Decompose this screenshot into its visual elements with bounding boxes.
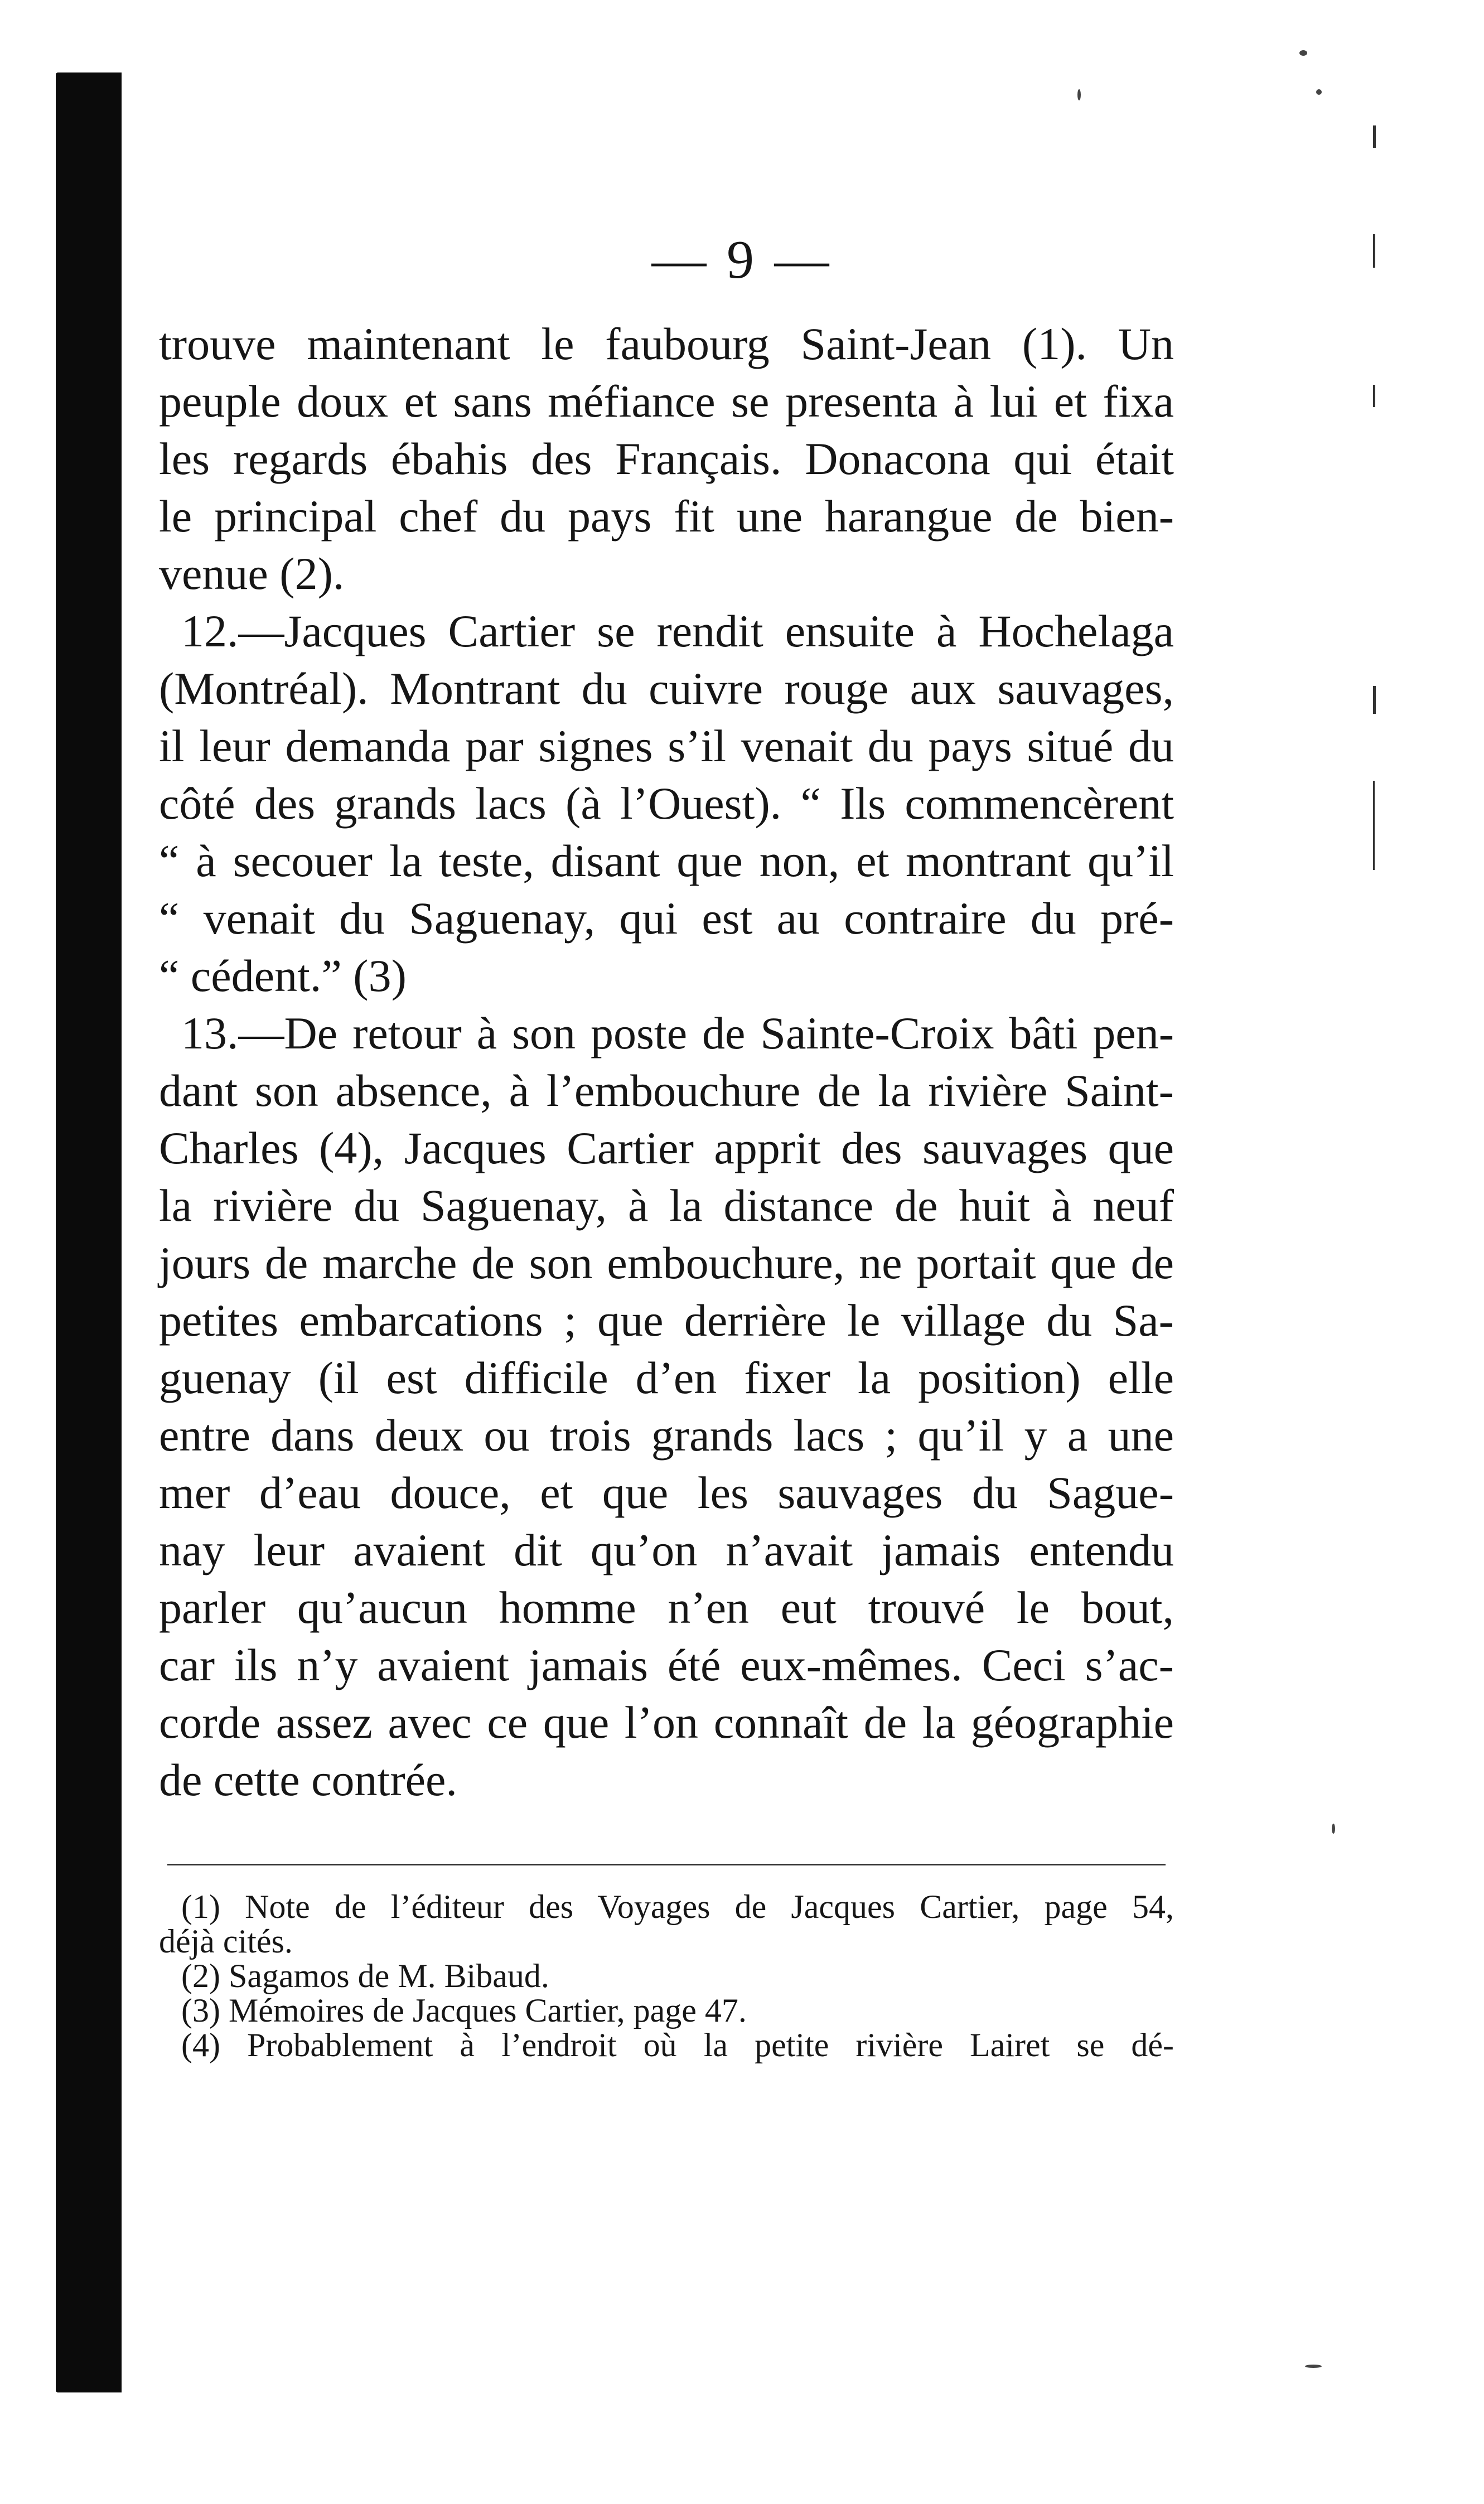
- footnote-line: (2) Sagamos de M. Bibaud.: [181, 1957, 549, 1994]
- body-line: entre dans deux ou trois grands lacs ; qu’il y a une: [159, 1410, 1174, 1461]
- binding-shadow: [56, 72, 122, 2392]
- body-line: petites embarcations ; que derrière le village du Sa-: [159, 1295, 1174, 1346]
- footnotes: [159, 1889, 1174, 2062]
- scan-speck: [1077, 89, 1081, 100]
- footnote-divider: [167, 1864, 1166, 1865]
- body-line: 13.—De retour à son poste de Sainte-Croix bâti pen-: [181, 1008, 1174, 1058]
- body-line: jours de marche de son embouchure, ne portait que de: [159, 1238, 1174, 1288]
- body-line: “ venait du Saguenay, qui est au contraire du pré-: [159, 893, 1174, 944]
- scan-speck: [1305, 2365, 1322, 2368]
- margin-mark: [1373, 385, 1375, 407]
- body-line: le principal chef du pays fit une harangue de bien-: [159, 491, 1174, 542]
- margin-mark: [1373, 125, 1376, 148]
- scan-speck: [1316, 89, 1322, 95]
- scan-speck: [1299, 50, 1307, 56]
- page-number: — 9 —: [651, 230, 833, 290]
- body-line: peuple doux et sans méfiance se presenta à lui et fixa: [159, 376, 1174, 427]
- margin-mark: [1373, 781, 1375, 870]
- body-line: trouve maintenant le faubourg Saint-Jean (1). Un: [159, 318, 1174, 369]
- footnote-line: (4) Probablement à l’endroit où la petite rivière Lairet se dé-: [181, 2027, 1174, 2063]
- body-line: il leur demanda par signes s’il venait du pays situé du: [159, 721, 1174, 771]
- scan-speck: [1332, 1824, 1335, 1834]
- body-line: 12.—Jacques Cartier se rendit ensuite à Hochelaga: [181, 606, 1174, 656]
- body-text: [159, 315, 1174, 1809]
- footnote-line: (1) Note de l’éditeur des Voyages de Jacques Cartier, page 54,: [181, 1888, 1174, 1925]
- body-line: Charles (4), Jacques Cartier apprit des sauvages que: [159, 1123, 1174, 1173]
- footnote-line: déjà cités.: [159, 1923, 293, 1960]
- body-line: dant son absence, à l’embouchure de la rivière Saint-: [159, 1065, 1174, 1116]
- margin-mark: [1373, 234, 1375, 268]
- body-line: côté des grands lacs (à l’Ouest). “ Ils commencèrent: [159, 778, 1174, 829]
- body-line: car ils n’y avaient jamais été eux-mêmes. Ceci s’ac-: [159, 1640, 1174, 1690]
- body-line: de cette contrée.: [159, 1754, 457, 1805]
- margin-mark: [1373, 686, 1376, 714]
- footnote-line: (3) Mémoires de Jacques Cartier, page 47.: [181, 1992, 747, 2029]
- body-line: mer d’eau douce, et que les sauvages du Sague-: [159, 1467, 1174, 1518]
- body-line: guenay (il est difficile d’en fixer la position) elle: [159, 1352, 1174, 1403]
- body-line: venue (2).: [159, 548, 345, 599]
- body-line: (Montréal). Montrant du cuivre rouge aux sauvages,: [159, 663, 1174, 714]
- body-line: la rivière du Saguenay, à la distance de huit à neuf: [159, 1180, 1174, 1231]
- body-line: les regards ébahis des Français. Donacona qui était: [159, 433, 1174, 484]
- body-line: corde assez avec ce que l’on connaît de la géographie: [159, 1697, 1174, 1748]
- body-line: nay leur avaient dit qu’on n’avait jamais entendu: [159, 1525, 1174, 1575]
- body-line: parler qu’aucun homme n’en eut trouvé le bout,: [159, 1582, 1174, 1633]
- body-line: “ à secouer la teste, disant que non, et montrant qu’il: [159, 835, 1174, 886]
- body-line: “ cédent.” (3): [159, 950, 407, 1001]
